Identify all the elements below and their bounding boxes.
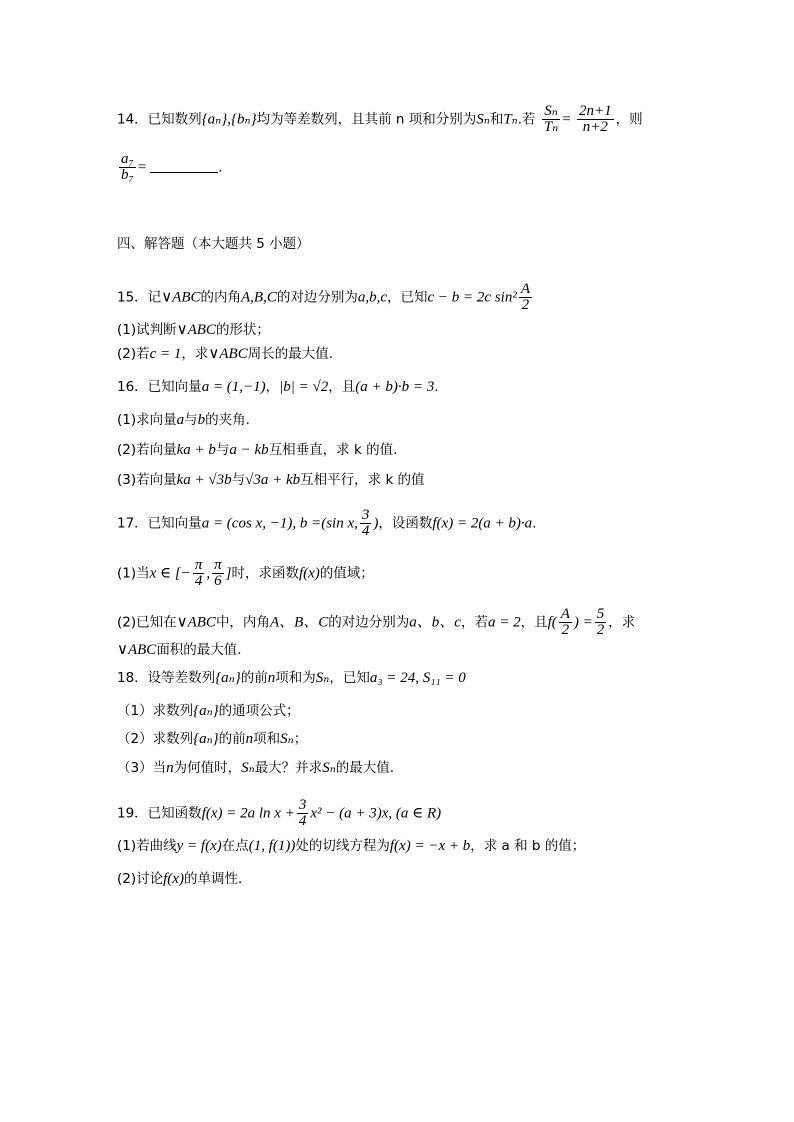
q18-part-1: （1）求数列{aₙ}的通项公式； xyxy=(117,703,300,719)
q16-vector-b-norm: |b| = √2 xyxy=(279,379,329,395)
q18-condition: a₃ = 24, S₁₁ = 0 xyxy=(369,670,466,686)
q16-line-1: 16．已知向量a = (1,−1)，|b| = √2，且(a + b)·b = 3. xyxy=(117,379,439,395)
q15-frac: $\frac{A}{2}$ xyxy=(520,281,530,313)
q17-part-2-cont: ∨ABC面积的最大值. xyxy=(117,642,242,658)
q15-line-1: 15．记∨ABC的内角A,B,C的对边分别为a,b,c，已知c − b = 2c sin² $\frac{A}{2}$ xyxy=(117,281,530,313)
q14-tn: Tₙ xyxy=(503,111,518,128)
q14-text: ，则 xyxy=(615,111,643,128)
q14-seqs: {aₙ},{bₙ} xyxy=(201,111,257,128)
q19-part-2: (2)讨论f(x)的单调性. xyxy=(117,871,243,887)
q18-part-2: （2）求数列{aₙ}的前n项和Sₙ； xyxy=(117,731,308,747)
q19-function: f(x) = 2a ln x + xyxy=(201,805,295,822)
q16-part-2: (2)若向量ka + b与a − kb互相垂直，求 k 的值. xyxy=(117,442,398,458)
q14-text: 均为等差数列，且其前 n 项和分别为 xyxy=(256,111,477,128)
q16-vector-a: a = (1,−1) xyxy=(201,379,266,395)
q19-part-1: (1)若曲线y = f(x)在点(1, f(1))处的切线方程为f(x) = −x + b，求 a 和 b 的值； xyxy=(117,838,586,854)
q18-line-1: 18．设等差数列{aₙ}的前n项和为Sₙ，已知a₃ = 24, S₁₁ = 0 xyxy=(117,670,466,686)
q17-part-1: (1)当x ∈ [− $\frac{\pi}{4}$ , $\frac{\pi}{6}$ ]时，求函数f(x)的值域； xyxy=(117,557,374,589)
triangle-symbol: ∨ABC xyxy=(161,289,201,306)
q14-text: 和 xyxy=(489,111,504,128)
q14-text: 14．已知数列 xyxy=(117,111,202,128)
q17-function: f(x) = 2(a + b)·a xyxy=(432,515,533,532)
q14-frac-right: $\frac{2n+1}{n+2}$ xyxy=(579,103,612,135)
q19-line-1: 19．已知函数f(x) = 2a ln x + $\frac{3}{4}$ x² − (a + 3)x, (a ∈ R) xyxy=(117,797,442,829)
q14-line-2: $\frac{\text{a₇}}{\text{b₇}}$ = . xyxy=(121,151,223,183)
q18-part-3: （3）当n为何值时，Sₙ最大？并求Sₙ的最大值. xyxy=(117,760,395,776)
q14-sn: Sₙ xyxy=(476,111,490,128)
q17-part-2: (2)已知在∨ABC中，内角A、B、C的对边分别为a、b、c，若a = 2，且f( $\frac{A}{2}$ ) = $\frac{5}{2}$ ，求 xyxy=(117,606,636,638)
section-title: 四、解答题（本大题共 5 小题） xyxy=(117,236,310,252)
q14-frac-left: $\frac{\text{Sₙ}}{\text{Tₙ}}$ xyxy=(543,103,559,135)
q16-condition: (a + b)·b = 3 xyxy=(355,379,435,395)
q16-part-1: (1)求向量a与b的夹角. xyxy=(117,412,250,428)
q16-part-3: (3)若向量ka + √3b与√3a + kb互相平行，求 k 的值 xyxy=(117,472,425,488)
q15-formula: c − b = 2c sin² xyxy=(427,289,517,306)
q15-part-1: (1)试判断∨ABC的形状； xyxy=(117,322,270,338)
q14-answer-frac: $\frac{\text{a₇}}{\text{b₇}}$ xyxy=(121,151,134,183)
answer-blank xyxy=(150,162,218,173)
q15-part-2: (2)若c = 1，求∨ABC周长的最大值. xyxy=(117,346,334,362)
q17-vectors: a = (cos x, −1), b = xyxy=(201,515,322,532)
q17-line-1: 17．已知向量a = (cos x, −1), b =(sin x, $\frac{3}{4}$ )，设函数f(x) = 2(a + b)·a. xyxy=(117,507,537,539)
q14-line-1: 14．已知数列{aₙ},{bₙ}均为等差数列，且其前 n 项和分别为Sₙ和Tₙ.若 $\frac{\text{Sₙ}}{\text{Tₙ}}$ = $\frac{2n+1}{n+2}$ ，则 xyxy=(117,103,643,135)
q14-text: .若 xyxy=(517,111,536,128)
